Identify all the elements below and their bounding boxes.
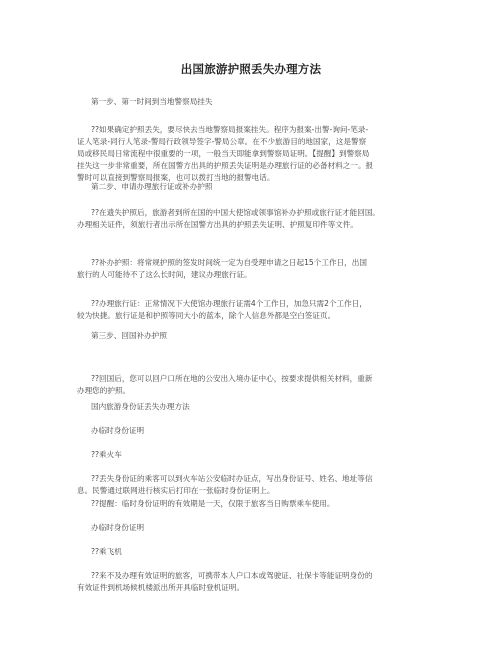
- paragraph-line: ??乘飞机: [91, 547, 122, 556]
- paragraph: [77, 373, 373, 397]
- paragraph: [91, 498, 334, 510]
- paragraph-line: 证人笔录-同行人笔录-警局行政领导签字-警局公章。在不少旅游目的地国家，这是警察: [77, 137, 367, 147]
- paragraph: [77, 124, 374, 184]
- paragraph-line: 办临时身份证明: [91, 426, 145, 435]
- paragraph-line: ??在遗失护照后，旅游者到所在国的中国大使馆或领事馆补办护照或旅行证才能回国。: [91, 208, 381, 217]
- paragraph: [91, 449, 122, 461]
- paragraph: [91, 425, 144, 437]
- paragraph-line: 第一步、第一时间到当地警察局挂失: [91, 97, 213, 106]
- paragraph: [91, 330, 167, 342]
- paragraph-line: 挂失这一步非常重要，所在国警方出具的护照丢失证明是办理旅行证的必备材料之一。报: [77, 161, 374, 171]
- paragraph-line: ??来不及办理有效证明的旅客，可携带本人户口本或驾驶证、社保卡等能证明身份的: [91, 571, 373, 580]
- paragraph-line: ??如果确定护照丢失，要尽快去当地警察局报案挂失。程序为报案-出警-询问-笔录-: [91, 125, 369, 134]
- paragraph-line: 有效证件到机场候机楼派出所开具临时登机证明。: [77, 583, 245, 593]
- paragraph-line: 息。民警通过联网进行核实后打印在一张临时身份证明上。: [77, 486, 275, 496]
- paragraph: [77, 570, 373, 594]
- paragraph-line: 国内旅游身份证丢失办理方法: [91, 402, 190, 411]
- paragraph-line: 办临时身份证明: [91, 523, 145, 532]
- paragraph-line: 办理相关证件，须旅行者出示所在国警方出具的护照丢失证明、护照复印件等文件。: [77, 220, 358, 230]
- paragraph-line: ??丢失身份证的乘客可以到火车站公安临时办证点，写出身份证号、姓名、地址等信: [91, 474, 373, 483]
- paragraph-line: 局或移民局日常流程中很重要的一项，一般当天即能拿到警察局证明。【提醒】到警察局: [77, 149, 370, 159]
- paragraph: [91, 522, 144, 534]
- paragraph: [91, 546, 122, 558]
- paragraph-line: ??办理旅行证：正常情况下大使馆办理旅行证需4个工作日，加急只需2个工作日，: [91, 299, 367, 308]
- paragraph-line: 第二步、申请办理旅行证或补办护照: [91, 182, 213, 191]
- paragraph-line: 办理您的护照。: [77, 386, 131, 396]
- paragraph-line: ??乘火车: [91, 450, 122, 459]
- paragraph-line: ??补办护照：将常规护照的签发时间统一定为自受理申请之日起15个工作日，出国: [91, 258, 367, 267]
- paragraph-line: ??回国后，您可以回户口所在地的公安出入境办证中心，按要求提供相关材料，重新: [91, 374, 373, 383]
- paragraph: [91, 96, 213, 108]
- paragraph-line: 警时可以直接到警察局报案，也可以拨打当地的报警电话。: [77, 173, 275, 183]
- document-title: 出国旅游护照丢失办理方法: [180, 62, 322, 76]
- paragraph: [77, 473, 373, 497]
- paragraph: [77, 257, 367, 281]
- paragraph: [91, 401, 190, 413]
- paragraph-line: 第三步、回国补办护照: [91, 331, 167, 340]
- paragraph-line: 较为快捷。旅行证是和护照等同大小的蓝本，除个人信息外都是空白签证页。: [77, 311, 336, 321]
- paragraph-line: ??提醒：临时身份证明的有效期是一天，仅限于旅客当日购票乘车使用。: [91, 499, 335, 508]
- paragraph: [91, 181, 213, 193]
- paragraph-line: 旅行的人可能待不了这么长时间，建议办理旅行证。: [77, 270, 252, 280]
- paragraph: [77, 207, 381, 231]
- paragraph: [77, 298, 367, 322]
